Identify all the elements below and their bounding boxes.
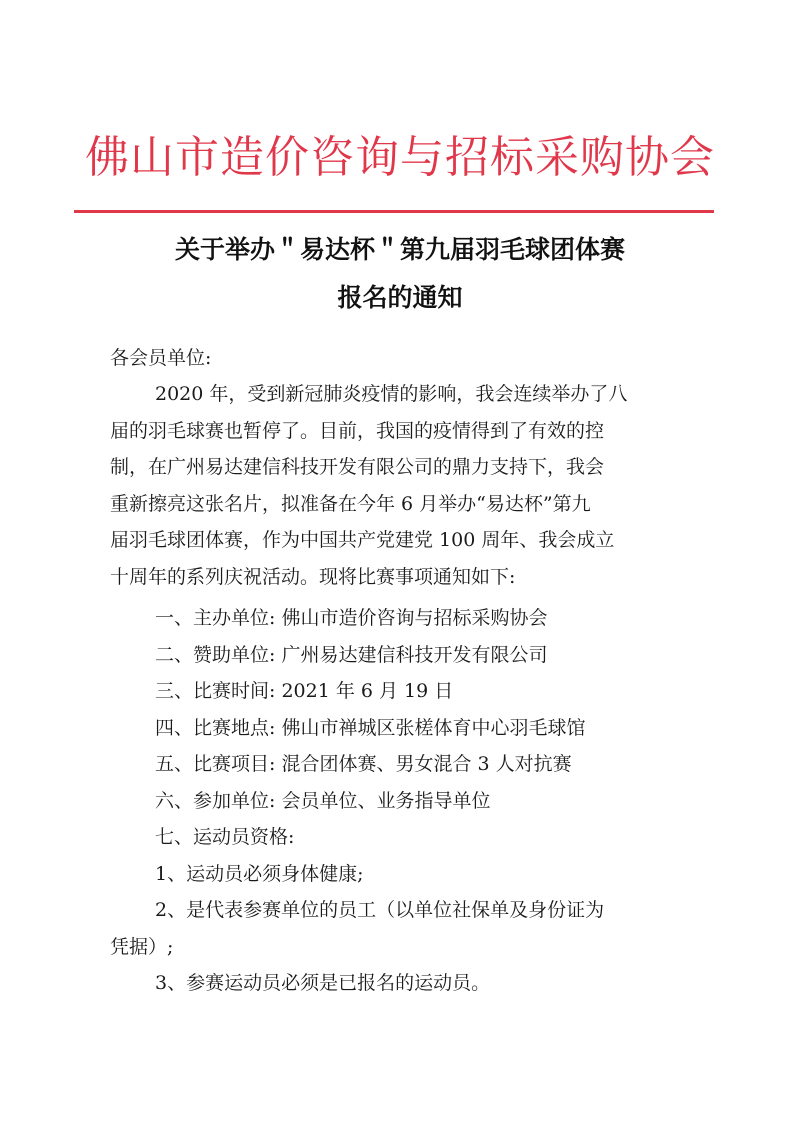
intro-line: 重新擦亮这张名片，拟准备在今年 6 月举办“易达杯”第九	[110, 492, 591, 515]
intro-paragraph	[110, 376, 700, 595]
organization-header: 佛山市造价咨询与招标采购协会	[85, 132, 715, 183]
intro-line: 届羽毛球团体赛，作为中国共产党建党 100 周年、我会成立	[110, 529, 615, 551]
notice-items-list	[110, 600, 715, 1002]
intro-line: 届的羽毛球赛也暂停了。目前，我国的疫情得到了有效的控	[110, 419, 605, 442]
list-item-eligibility-2-continuation: 凭据）;	[110, 935, 174, 958]
list-item-venue: 四、比赛地点: 佛山市禅城区张槎体育中心羽毛球馆	[155, 716, 586, 739]
list-item-organizer: 一、主办单位: 佛山市造价咨询与招标采购协会	[155, 607, 548, 629]
list-item-time: 三、比赛时间: 2021 年 6 月 19 日	[155, 680, 454, 702]
list-item-eligibility: 七、运动员资格:	[155, 826, 295, 848]
list-item-participants: 六、参加单位: 会员单位、业务指导单位	[155, 789, 491, 812]
notice-title-line-1: 关于举办＂易达杯＂第九届羽毛球团体赛	[174, 235, 625, 264]
notice-title-line-2: 报名的通知	[337, 283, 463, 312]
intro-line: 2020 年，受到新冠肺炎疫情的影响，我会连续举办了八	[155, 383, 628, 405]
intro-line: 制，在广州易达建信科技开发有限公司的鼎力支持下，我会	[110, 456, 605, 478]
header-red-divider	[74, 210, 714, 213]
list-item-events: 五、比赛项目: 混合团体赛、男女混合 3 人对抗赛	[155, 753, 572, 775]
list-item-sponsor: 二、赞助单位: 广州易达建信科技开发有限公司	[155, 643, 548, 666]
intro-line: 十周年的系列庆祝活动。现将比赛事项通知如下:	[110, 565, 516, 588]
salutation: 各会员单位:	[110, 347, 212, 369]
list-item-eligibility-2: 2、是代表参赛单位的员工（以单位社保单及身份证为	[155, 899, 605, 921]
list-item-eligibility-1: 1、运动员必须身体健康;	[155, 862, 364, 885]
list-item-eligibility-3: 3、参赛运动员必须是已报名的运动员。	[155, 972, 491, 994]
